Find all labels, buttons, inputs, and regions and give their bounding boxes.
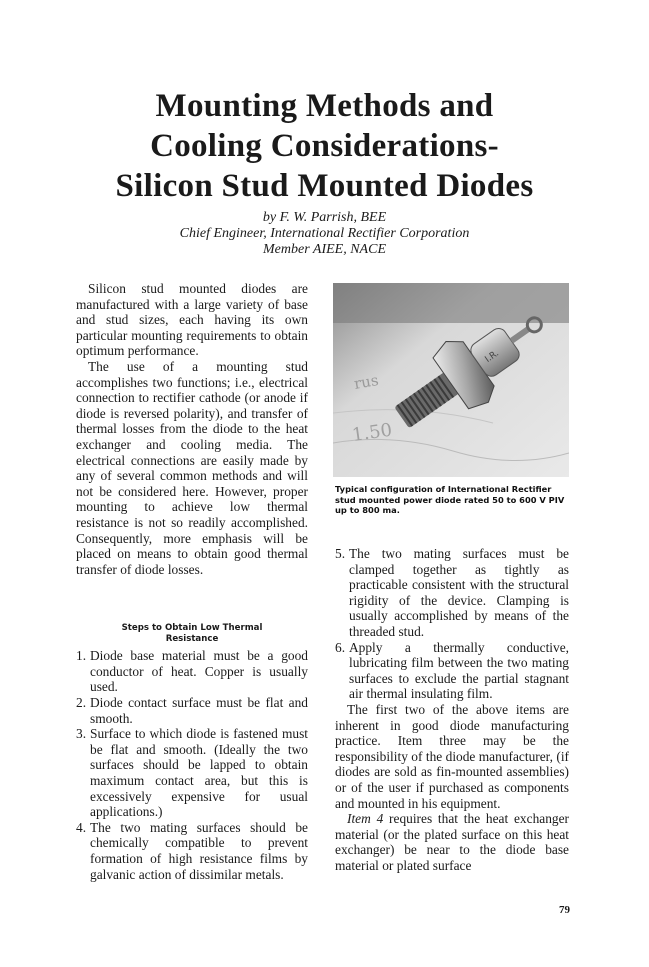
author-position: Chief Engineer, International Rectifier Corporation [179,226,470,241]
list-item [76,648,308,695]
photo-marking-3: 1.50 [350,419,394,446]
list-item-text: The two mating surfaces should be chemically compatible to prevent formation of high resistance films by galvanic action of dissimilar metals. [90,819,308,882]
title-line-3: Silicon Stud Mounted Diodes [115,168,534,204]
left-column [76,281,308,882]
list-item [335,640,569,702]
right-column [335,546,569,873]
photo-marking-1: rus [352,370,380,393]
steps-list-left [76,648,308,882]
paragraph-items-discussion: The first two of the above items are inherent in good diode manufacturing practice. Item three may be the responsibility of the diode manufacturer, (if diodes are sold as fin-mounted assemblies) or of the user if purchased as components and mounted in his equipment. [335,701,569,811]
author-membership: Member AIEE, NACE [263,242,386,257]
intro-paragraph-2: The use of a mounting stud accomplishes two functions; i.e., electrical connection to rectifier cathode (or anode if diode is reversed polarity), and transfer of thermal losses from the diode to the heat exchanger and cooling media. The electrical connections are easily made by any of several common methods and will not be considered here. However, proper mounting to achieve low thermal resistance is not so readily accomplished. Consequently, more emphasis will be placed on means to obtain good thermal transfer of diode losses. [76,358,308,577]
list-item-text: The two mating surfaces must be clamped together as tightly as practicable consistent with the structural rigidity of the device. Clamping is usually accomplished by means of the threaded stud. [349,546,569,639]
list-item-text: Diode base material must be a good conductor of heat. Copper is usually used. [90,648,308,695]
list-item-number: 2. [76,695,87,711]
list-item-text: Surface to which diode is fastened must be flat and smooth. (Ideally the two surfaces should be lapped to obtain maximum contact area, but this is excessively expensive for usual applications.) [90,726,308,820]
steps-list-right [335,546,569,702]
diode-photo-image [333,283,569,477]
list-item-number: 1. [76,648,87,664]
author: by F. W. Parrish, BEE [262,210,387,225]
list-item [335,546,569,640]
list-item-number: 6. [335,639,346,655]
list-item-number: 5. [335,546,346,561]
list-item [76,820,308,882]
item-4-label: Item 4 [347,811,384,827]
title-line-2: Cooling Considerations- [150,128,499,164]
list-item [76,695,308,726]
list-item-text: Diode contact surface must be flat and smooth. [90,695,308,726]
list-item-number: 3. [76,726,87,742]
diode-photo [333,283,569,477]
list-item-number: 4. [76,819,87,835]
photo-caption: Typical configuration of International Rectifier stud mounted power diode rated 50 to 600 V PIV up to 800 ma. [335,484,565,515]
steps-heading: Steps to Obtain Low Thermal Resistance [121,623,263,645]
paragraph-item-4 [335,811,569,873]
page-number: 79 [559,904,570,916]
photo-marking-2: I.R. [483,348,501,365]
item-4-text: requires that the heat exchanger material (or the plated surface on this heat exchanger) be near to the diode base material or plated surface [335,811,569,873]
list-item [76,726,308,820]
intro-paragraph-1: Silicon stud mounted diodes are manufactured with a large variety of base and stud sizes, each having its own particular mounting requirements to obtain optimum performance. [76,281,308,359]
byline [0,210,649,258]
title-line-1: Mounting Methods and [155,88,494,124]
list-item-text: Apply a thermally conductive, lubricating film between the two mating surfaces to exclude the partial stagnant air thermal insulating film. [349,639,569,702]
article-title [0,86,649,206]
